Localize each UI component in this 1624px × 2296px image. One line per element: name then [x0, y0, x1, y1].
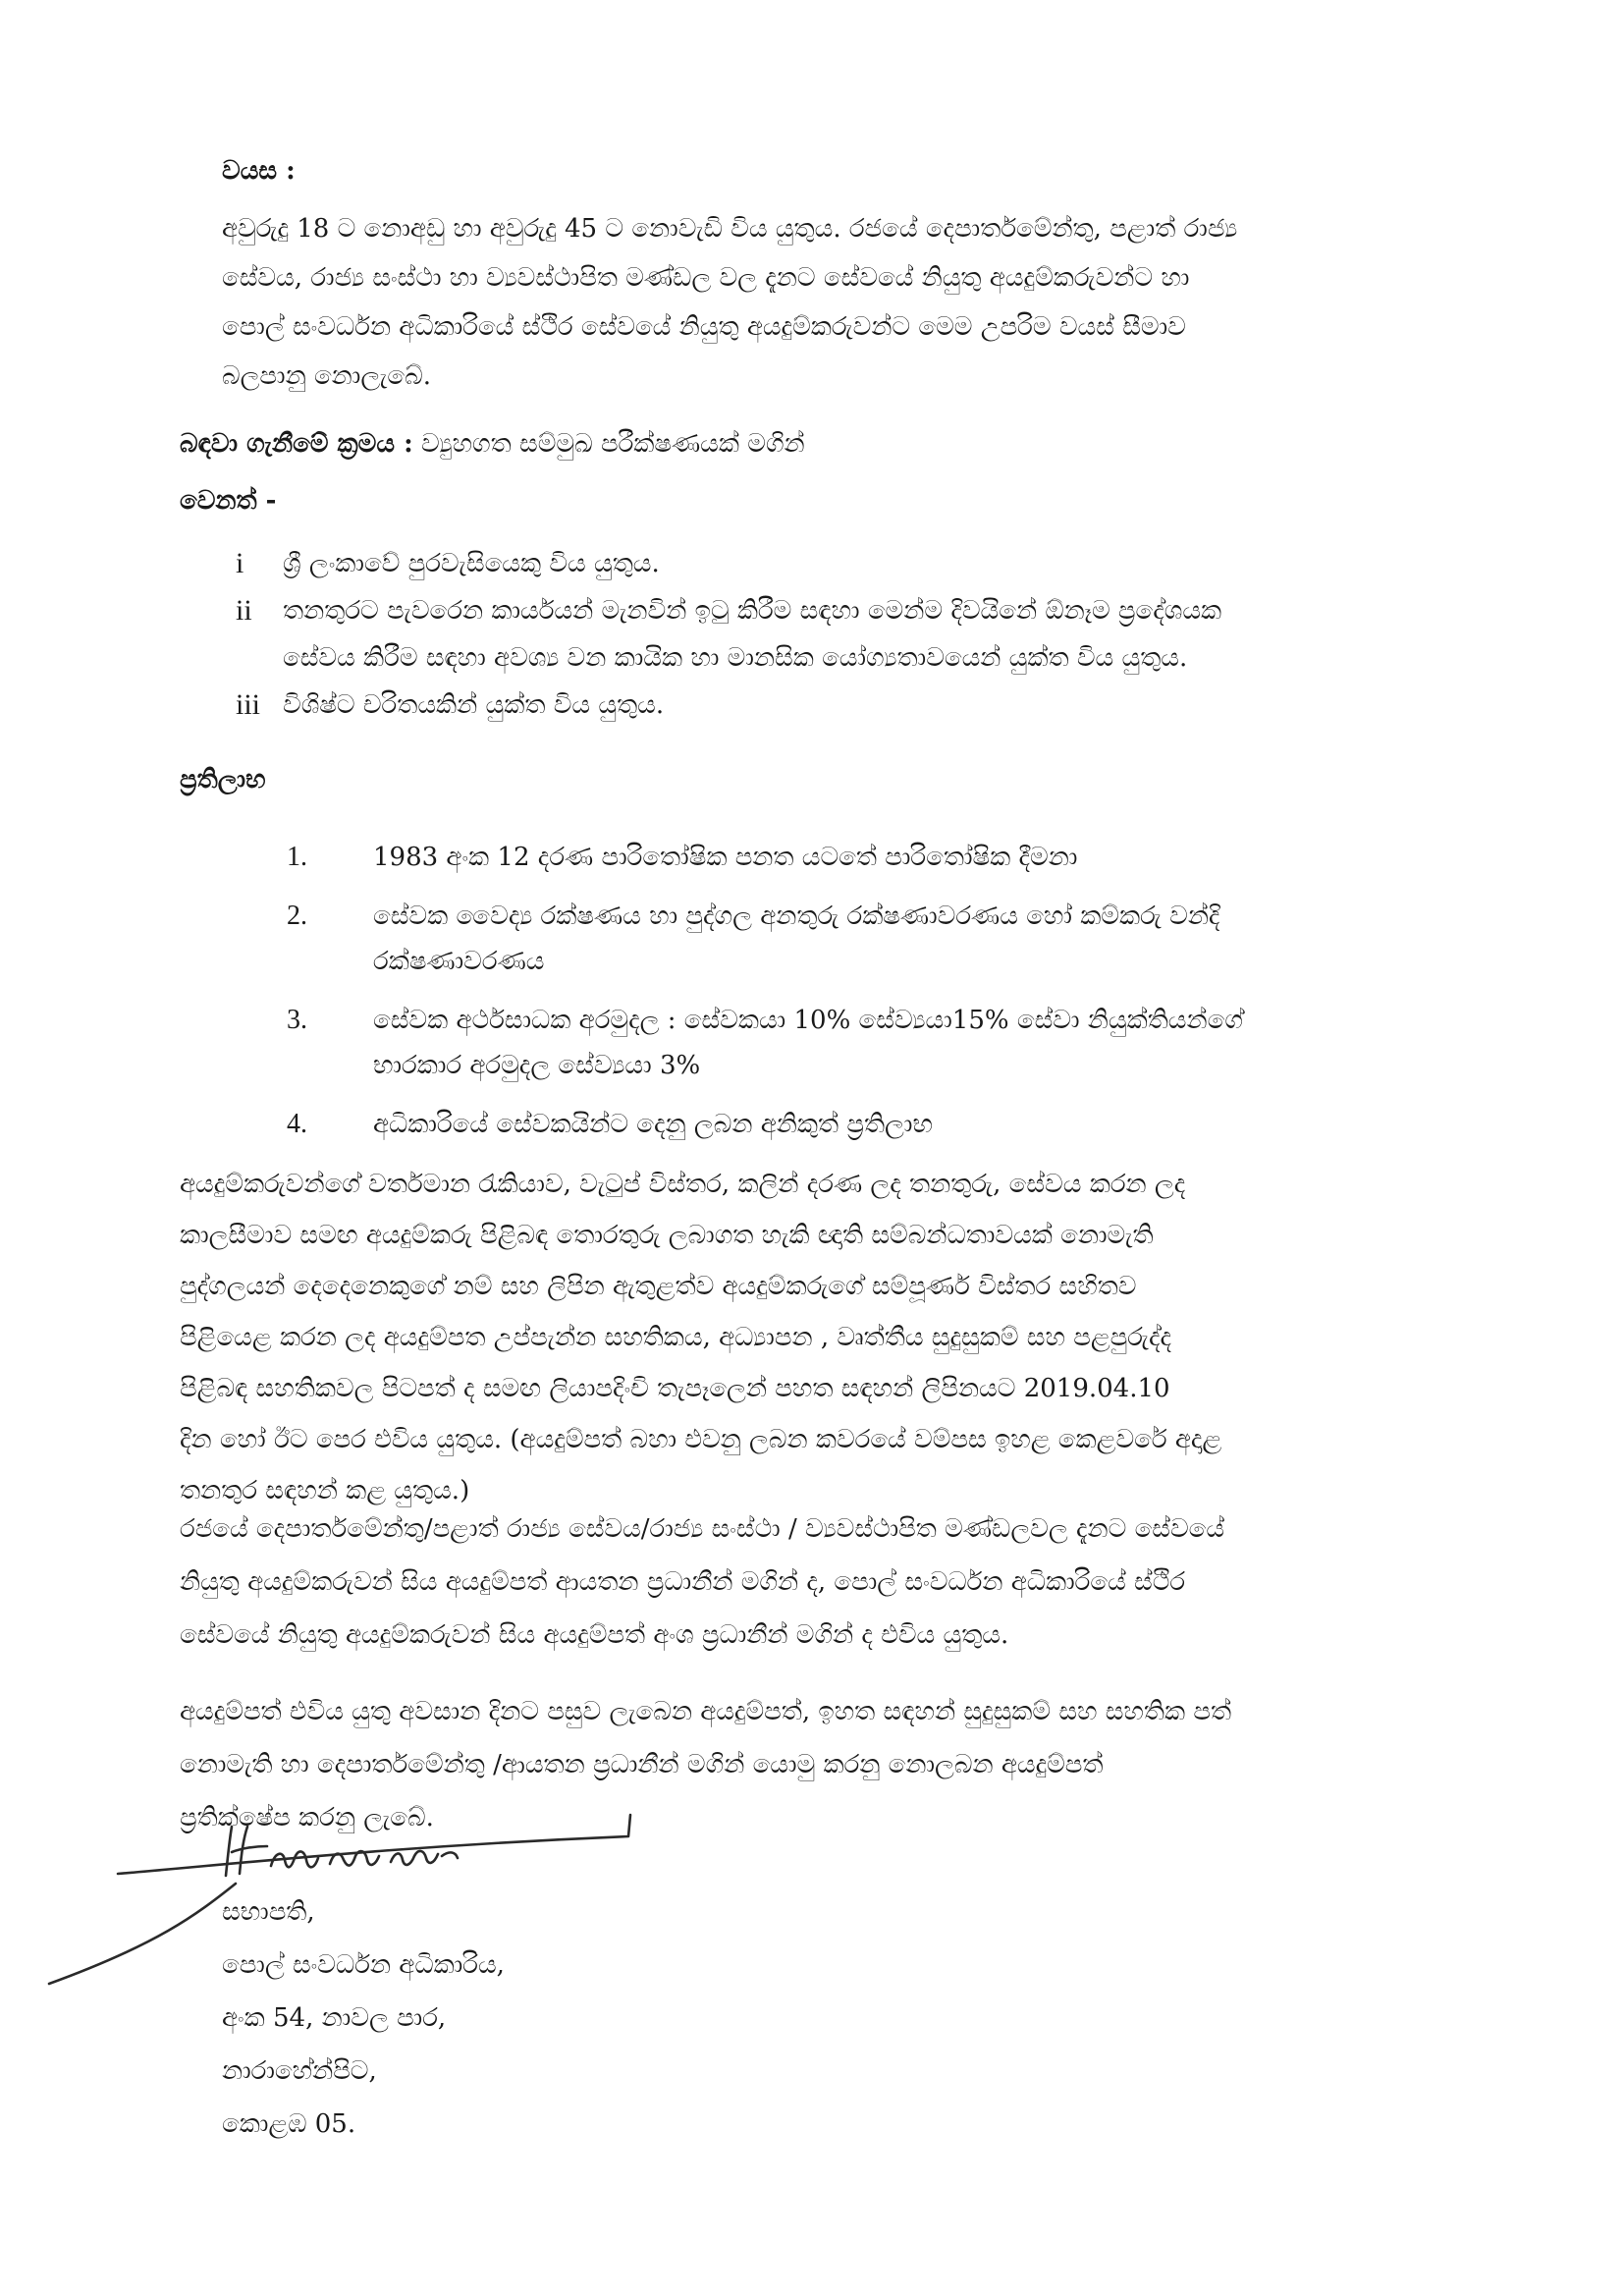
list-text: තනතුරට පැවරෙන කාර්යයන් මැනවින් ඉටු කිරීම සඳහා මෙන්ම දිවයිනේ ඕනෑම ප්‍රදේශයක	[283, 596, 1222, 626]
age-line: පොල් සංවර්ධන අධිකාරියේ ස්ථිර සේවයේ නියුතු අයදුම්කරුවන්ට මෙම උපරිම වයස් සීමාව	[222, 312, 1186, 342]
paragraph-line: අයදුම්කරුවන්ගේ වර්තමාන රැකියාව, වැටුප් විස්තර, කලින් දරණ ලද තනතුරු, සේවය කරන ලද	[180, 1170, 1186, 1199]
list-text: රක්ෂණාවරණය	[373, 947, 545, 976]
age-line: බලපානු නොලැබේ.	[222, 361, 431, 391]
list-number: 1.	[287, 842, 307, 872]
list-number: i	[236, 547, 244, 579]
recruitment-label: බඳවා ගැනීමේ ක්‍රමය :	[180, 429, 413, 459]
address-line: සභාපති,	[222, 1897, 315, 1927]
requirements-list	[236, 540, 1424, 729]
paragraph-line: රජයේ දෙපාර්තමේන්තු/පළාත් රාජ්‍ය සේවය/රාජ්‍ය සංස්ථා / ව්‍යවස්ථාපිත මණ්ඩලවල දැනට සේවයේ	[180, 1514, 1225, 1544]
age-line: අවුරුදු 18 ට නොඅඩු හා අවුරුදු 45 ට නොවැඩි විය යුතුය. රජයේ දෙපාර්තමේන්තු, පළාත් රාජ්‍ය	[222, 214, 1238, 244]
list-text: සේවක අර්ථසාධක අරමුදල : සේවකයා 10% සේව්‍යයා15% සේවා නියුක්තියන්ගේ	[373, 1006, 1243, 1035]
list-text: සේවය කිරීම සඳහා අවශ්‍ය වන කායික හා මානසික යෝග්‍යතාවයෙන් යුක්ත විය යුතුය.	[283, 643, 1188, 673]
list-item	[287, 835, 1426, 880]
benefits-heading: ප්‍රතිලාභ	[180, 765, 266, 794]
paragraph-line: අයදුම්පත් එවිය යුතු අවසාන දිනට පසුව ලැබෙන අයදුම්පත්, ඉහත සඳහන් සුදුසුකම් සහ සහතික පත්	[180, 1697, 1232, 1726]
recruitment-value: ව්‍යුහගත සම්මුඛ පරීක්ෂණයක් මගින්	[420, 429, 805, 459]
address-block	[222, 1886, 811, 2151]
list-number: 4.	[287, 1109, 307, 1139]
paragraph-line: නොමැති හා දෙපාර්තමේන්තු /ආයතන ප්‍රධානීන් මගින් යොමු කරනු නොලබන අයදුම්පත්	[180, 1750, 1104, 1779]
paragraph-line: පුද්ගලයන් දෙදෙනෙකුගේ නම් සහ ලිපින ඇතුළත්ව අයදුම්කරුගේ සම්පූර්ණ විස්තර සහිතව	[180, 1272, 1137, 1301]
paragraph-line: නියුතු අයදුම්කරුවන් සිය අයදුම්පත් ආයතන ප්‍රධානීන් මගින් ද, පොල් සංවර්ධන අධිකාරියේ ස්ථිර	[180, 1567, 1186, 1597]
list-text: ශ්‍රී ලංකාවේ පුරවැසියෙකු විය යුතුය.	[283, 549, 660, 578]
list-item	[287, 1102, 1426, 1147]
other-heading: වෙනත් -	[180, 486, 277, 516]
address-line: කොළඹ 05.	[222, 2109, 356, 2139]
benefits-list	[287, 835, 1426, 1161]
list-number: 2.	[287, 901, 307, 931]
paragraph-line: ප්‍රතික්ෂේප කරනු ලැබේ.	[180, 1803, 434, 1832]
list-text: භාරකාර අරමුදල සේව්‍යයා 3%	[373, 1051, 701, 1080]
list-text: විශිෂ්ට චරිතයකින් යුක්ත විය යුතුය.	[283, 690, 665, 720]
paragraph-line: පිළියෙළ කරන ලද අයදුම්පත උප්පැන්න සහතිකය, අධ්‍යාපන , වෘත්තීය සුදුසුකම් සහ පළපුරුද්ද	[180, 1323, 1172, 1352]
paragraph-line: තනතුර සඳහන් කළ යුතුය.)	[180, 1476, 470, 1505]
list-item	[236, 540, 1424, 587]
government-applicants-paragraph	[180, 1503, 1427, 1662]
address-line: පොල් සංවර්ධන අධිකාරිය,	[222, 1950, 505, 1980]
list-item	[236, 682, 1424, 729]
list-item	[236, 587, 1424, 682]
list-number: 3.	[287, 1005, 307, 1035]
address-line: අංක 54, නාවල පාර,	[222, 2003, 447, 2033]
paragraph-line: සේවයේ නියුතු අයදුම්කරුවන් සිය අයදුම්පත් අංශ ප්‍රධානීන් මගින් ද එවිය යුතුය.	[180, 1620, 1009, 1650]
list-number: ii	[236, 594, 252, 627]
age-heading: වයස :	[222, 156, 296, 186]
address-line: නාරාහේන්පිට,	[222, 2056, 377, 2086]
application-paragraph	[180, 1159, 1427, 1516]
paragraph-line: දින හෝ ඊට පෙර එවිය යුතුය. (අයදුම්පත් බහා එවනු ලබන කවරයේ වම්පස ඉහළ කෙළවරේ අදාළ	[180, 1425, 1222, 1454]
paragraph-line: පිළිබඳ සහතිකවල පිටපත් ද සමඟ ලියාපදිංචි තැපෑලෙන් පහත සඳහන් ලිපිනයට 2019.04.10	[180, 1374, 1170, 1403]
list-text: අධිකාරියේ සේවකයින්ට දෙනු ලබන අනිකුත් ප්‍රතිලාභ	[373, 1110, 933, 1139]
recruitment-method	[180, 420, 1417, 467]
list-item	[287, 998, 1426, 1088]
paragraph-line: කාලසීමාව සමඟ අයදුම්කරු පිළිබඳ තොරතුරු ලබාගත හැකි ඥාති සම්බන්ධතාවයක් නොමැති	[180, 1221, 1154, 1250]
age-line: සේවය, රාජ්‍ය සංස්ථා හා ව්‍යවස්ථාපිත මණ්ඩල වල දැනට සේවයේ නියුතු අයදුම්කරුවන්ට හා	[222, 263, 1190, 293]
list-text: සේවක වෛද්‍ය රක්ෂණය හා පුද්ගල අනතුරු රක්ෂණාවරණය හෝ කම්කරු වන්දි	[373, 902, 1220, 931]
list-text: 1983 අංක 12 දරණ පාරිතෝෂික පනත යටතේ පාරිතෝෂික දීමනා	[373, 843, 1078, 872]
list-item	[287, 894, 1426, 984]
list-number: iii	[236, 688, 261, 721]
age-paragraph	[222, 204, 1410, 401]
